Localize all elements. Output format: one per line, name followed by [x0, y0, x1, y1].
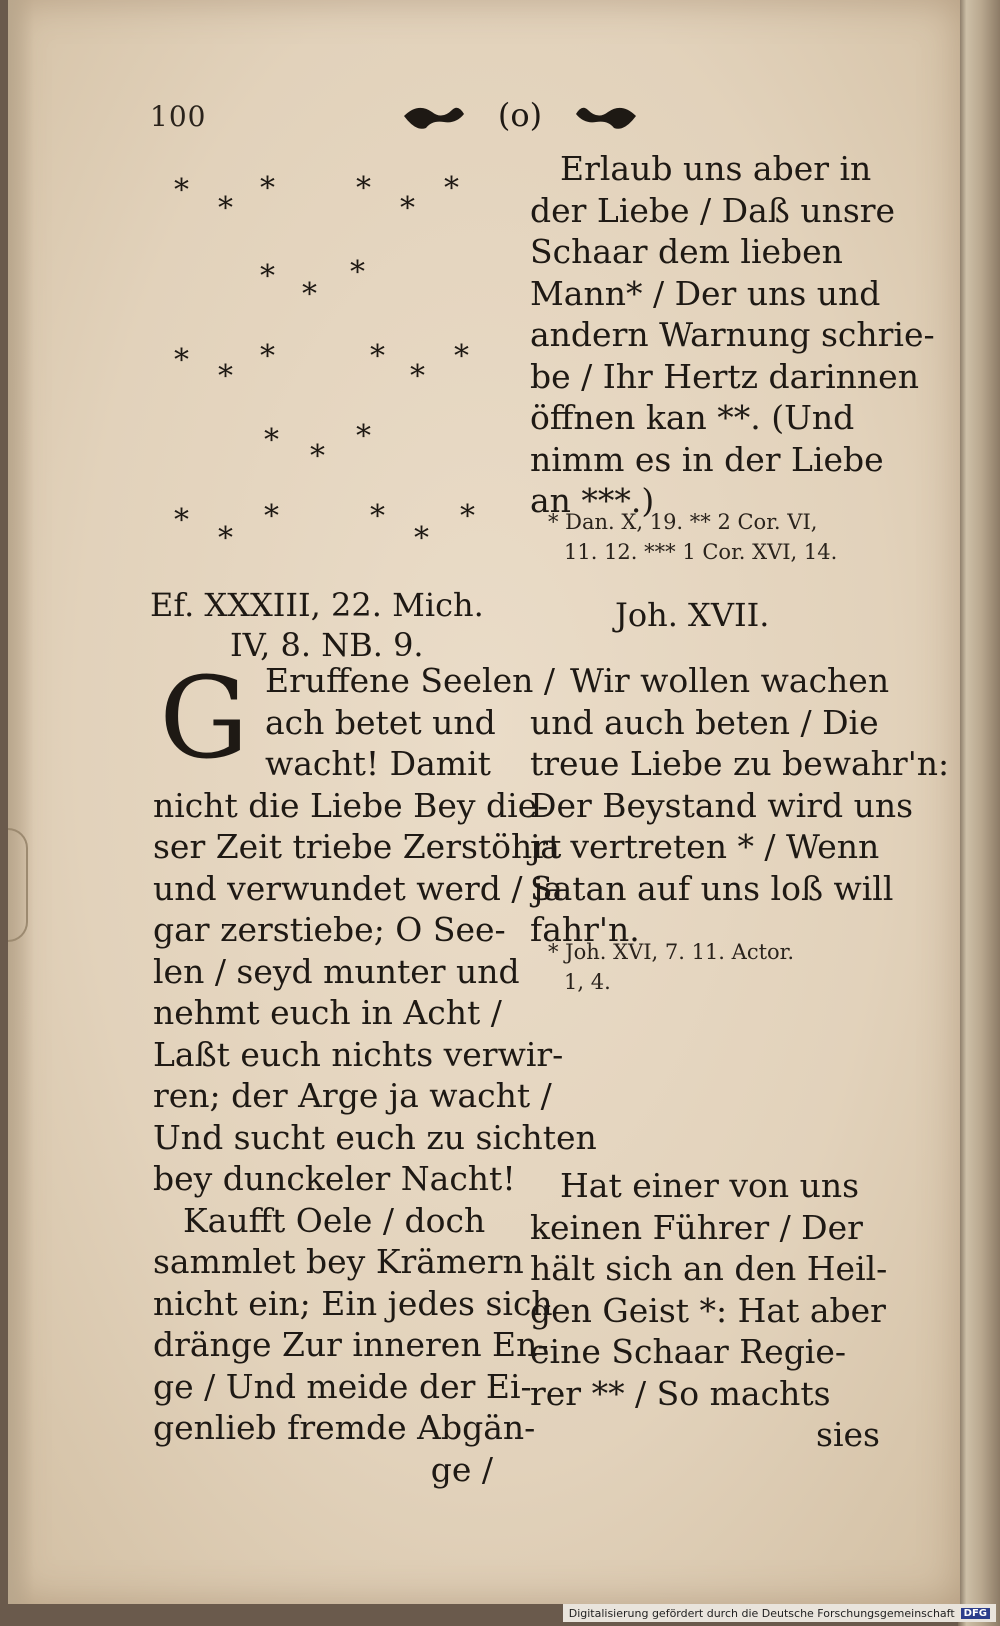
text-line: nehmt euch in Acht / — [153, 993, 502, 1032]
text-line: Laßt euch nichts verwir- — [153, 1034, 564, 1074]
text-line: hält sich an den Heil- — [530, 1249, 888, 1288]
text-line: nicht die Liebe Bey die- — [153, 785, 549, 825]
svg-text:*: * — [174, 343, 189, 378]
svg-text:*: * — [264, 423, 279, 458]
svg-text:*: * — [350, 255, 365, 290]
text-line: andern Warnung schrie- — [530, 315, 935, 354]
footnote-line: * Dan. X, 19. ** 2 Cor. VI, — [548, 510, 818, 534]
right-verse-2 — [530, 660, 950, 951]
text-line: be / Ihr Hertz darinnen — [530, 356, 919, 396]
dfg-logo: DFG — [961, 1608, 990, 1619]
footnote-line: 1, 4. — [564, 970, 611, 994]
svg-text:*: * — [218, 359, 233, 394]
footnote-line: * Joh. XVI, 7. 11. Actor. — [548, 940, 795, 964]
page-number: 100 — [150, 100, 207, 133]
text-line: fahr'n. — [530, 910, 640, 949]
text-line: treue Liebe zu bewahr'n: — [530, 744, 950, 783]
text-line: Kaufft Oele / doch — [183, 1200, 486, 1240]
text-line: der Liebe / Daß unsre — [530, 190, 896, 230]
svg-text:*: * — [260, 259, 275, 294]
page-shadow — [8, 0, 34, 1604]
text-line: nicht ein; Ein jedes sich — [153, 1283, 553, 1323]
text-line: len / seyd munter und — [153, 951, 520, 991]
footnote-line: 11. 12. *** 1 Cor. XVI, 14. — [564, 540, 838, 564]
text-line: und verwundet werd / ja — [153, 868, 563, 908]
svg-text:*: * — [410, 359, 425, 394]
text-line: sammlet bey Krämern — [153, 1242, 524, 1281]
text-line: gar zerstiebe; O See- — [153, 910, 506, 949]
svg-text:*: * — [310, 439, 325, 474]
left-heading-line-2: IV, 8. NB. 9. — [230, 626, 424, 664]
page-clip-mark — [8, 828, 28, 942]
text-line: bey dunckeler Nacht! — [153, 1159, 516, 1198]
text-line: sies — [816, 1415, 880, 1454]
text-line: eine Schaar Regie- — [530, 1332, 847, 1371]
svg-text:*: * — [302, 277, 317, 312]
digitization-credit — [563, 1604, 996, 1622]
text-line: ren; der Arge ja wacht / — [153, 1076, 552, 1115]
text-line: wacht! Damit — [265, 744, 491, 783]
drop-cap: G — [159, 654, 249, 784]
svg-text:*: * — [264, 499, 279, 534]
text-line: nimm es in der Liebe — [530, 439, 884, 479]
footnote-1 — [548, 507, 837, 567]
svg-text:*: * — [370, 339, 385, 374]
asterisk-ornament — [160, 160, 520, 560]
svg-text:*: * — [460, 499, 475, 534]
text-line: keinen Führer / Der — [530, 1207, 863, 1247]
text-line: Wir wollen wachen — [570, 661, 890, 700]
left-heading-line-1: Ef. XXXIII, 22. Mich. — [150, 586, 484, 624]
credit-text: Digitalisierung gefördert durch die Deutsche Forschungsgemeinschaft — [568, 1606, 955, 1620]
svg-text:*: * — [444, 171, 459, 206]
text-line: ja vertreten * / Wenn — [530, 827, 880, 866]
svg-text:*: * — [414, 521, 429, 556]
text-line: an ***.) — [530, 481, 655, 520]
svg-text:*: * — [454, 339, 469, 374]
text-line: Und sucht euch zu sichten — [153, 1117, 597, 1157]
text-line: Schaar dem lieben — [530, 232, 843, 271]
right-verse-1 — [530, 148, 935, 522]
left-scripture-reference — [150, 585, 510, 665]
ornament-center: (o) — [497, 96, 543, 134]
svg-text:*: * — [260, 171, 275, 206]
text-line: Erlaub uns aber in — [560, 149, 872, 188]
right-verse-3 — [530, 1165, 890, 1456]
right-scripture-reference: Joh. XVII. — [615, 596, 770, 634]
text-line: ge / Und meide der Ei- — [153, 1366, 532, 1406]
text-line: gen Geist *: Hat aber — [530, 1290, 886, 1330]
svg-text:*: * — [174, 503, 189, 538]
text-line: und auch beten / Die — [530, 702, 879, 742]
text-line: Satan auf uns loß will — [530, 868, 894, 908]
footnote-2 — [548, 937, 794, 997]
svg-text:*: * — [260, 339, 275, 374]
text-line: ach betet und — [265, 702, 496, 742]
text-line: öffnen kan **. (Und — [530, 398, 855, 437]
adjacent-page-edge — [958, 0, 1000, 1626]
svg-text:*: * — [174, 173, 189, 208]
text-line: Eruffene Seelen / — [265, 661, 555, 700]
text-line: Mann* / Der uns und — [530, 273, 881, 313]
text-line: Der Beystand wird uns — [530, 785, 914, 825]
text-line: ser Zeit triebe Zerstöhrt — [153, 827, 562, 866]
svg-text:*: * — [356, 171, 371, 206]
text-line: Hat einer von uns — [560, 1166, 860, 1205]
text-line: rer ** / So machts — [530, 1373, 831, 1413]
text-line: ge / — [430, 1449, 493, 1489]
text-line: genlieb fremde Abgän- — [153, 1408, 536, 1447]
svg-text:*: * — [218, 521, 233, 556]
svg-text:*: * — [400, 191, 415, 226]
svg-text:*: * — [370, 499, 385, 534]
svg-text:*: * — [356, 419, 371, 454]
svg-text:*: * — [218, 191, 233, 226]
text-line: dränge Zur inneren En- — [153, 1325, 549, 1364]
header-ornament — [400, 94, 640, 136]
